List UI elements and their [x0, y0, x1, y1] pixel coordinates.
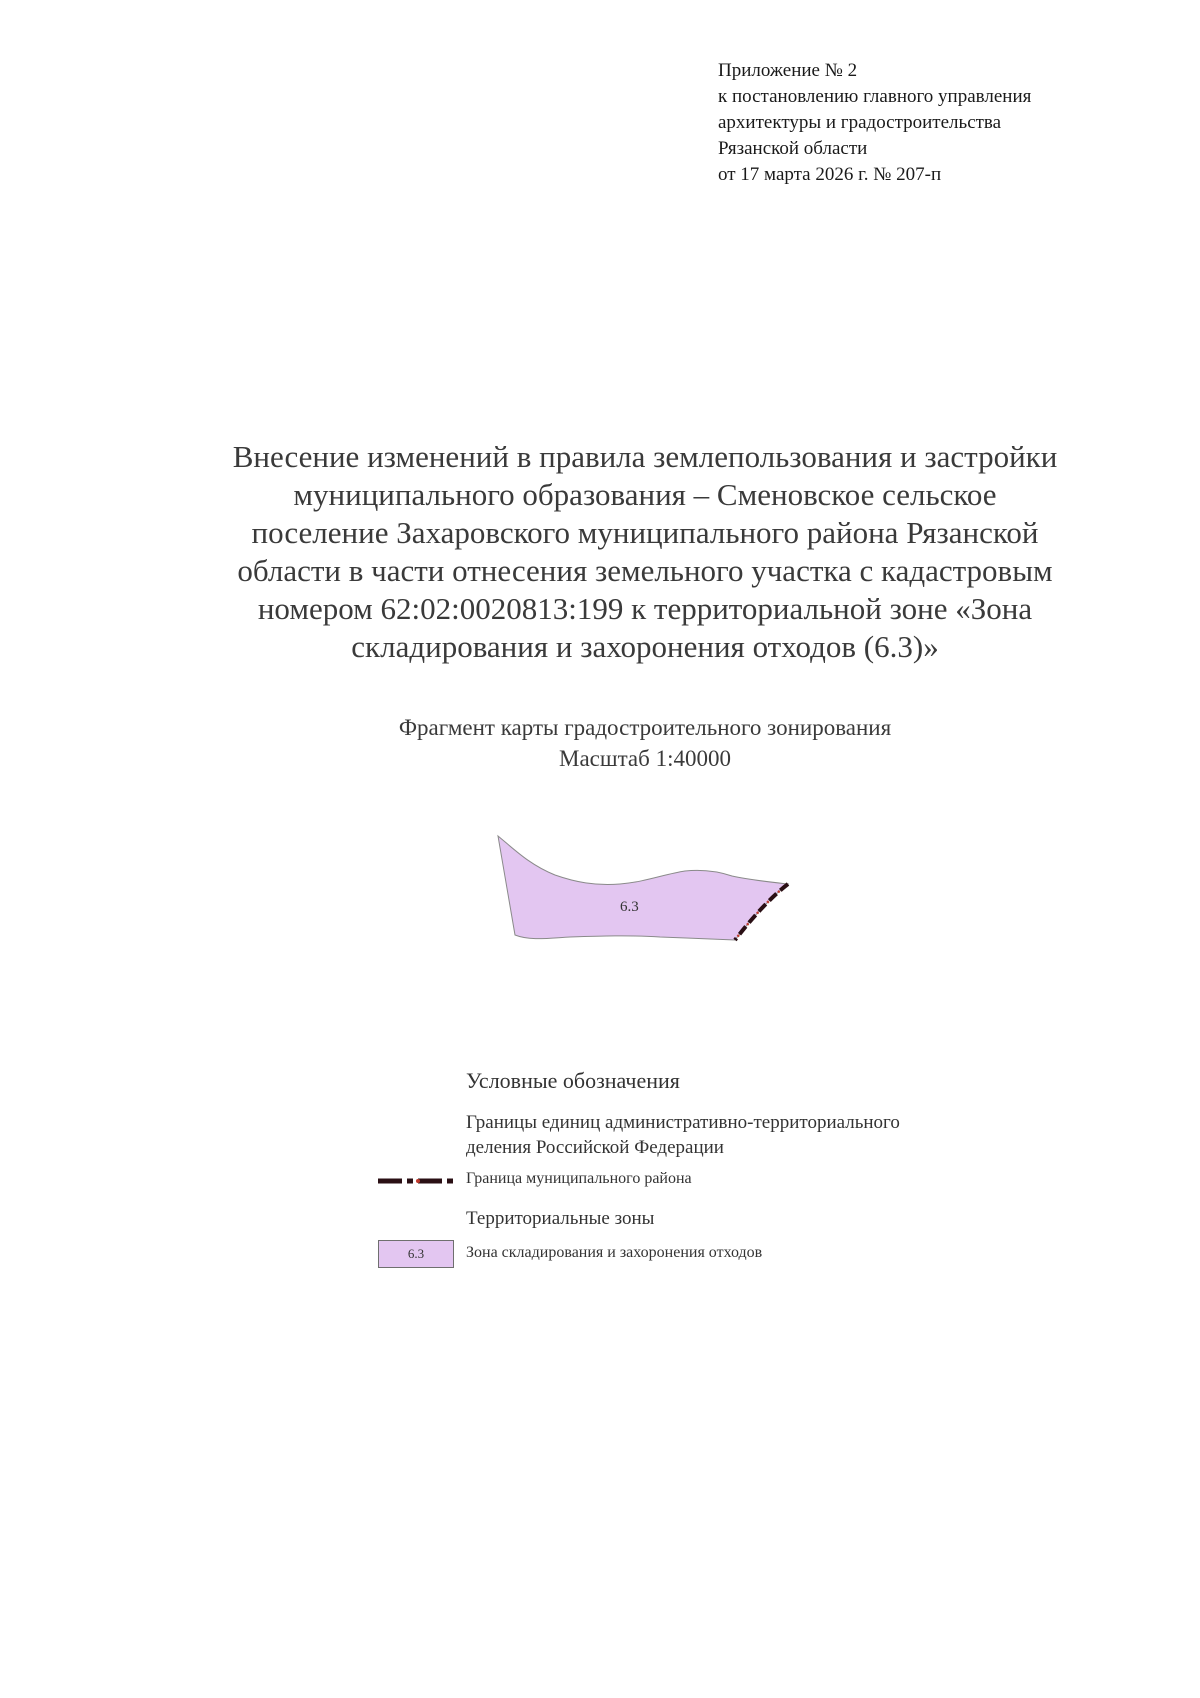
- title-line: муниципального образования – Сменовское сельское: [293, 477, 997, 512]
- zone-6-3-polygon: [498, 836, 788, 940]
- title-line: номером 62:02:0020813:199 к территориальной зоне «Зона: [257, 591, 1033, 626]
- appendix-line-number: Приложение № 2: [718, 60, 858, 81]
- appendix-header: [718, 58, 1031, 188]
- appendix-line-date: от 17 марта 2026 г. № 207-п: [718, 164, 942, 185]
- title-line: Внесение изменений в правила землепользования и застройки: [232, 439, 1058, 474]
- legend-admin-boundaries-heading: [466, 1110, 900, 1160]
- zone-code-label: 6.3: [620, 899, 639, 915]
- appendix-line-region: Рязанской области: [718, 138, 868, 159]
- document-title: [150, 438, 1140, 666]
- appendix-line-decree: к постановлению главного управления: [718, 86, 1032, 107]
- title-line: поселение Захаровского муниципального района Рязанской: [251, 515, 1039, 550]
- zoning-map-fragment: [470, 820, 830, 980]
- appendix-line-department: архитектуры и градостроительства: [718, 112, 1002, 133]
- legend-admin-line2: деления Российской Федерации: [466, 1137, 724, 1158]
- map-legend: [370, 1068, 1070, 1288]
- title-line: складирования и захоронения отходов (6.3)»: [351, 629, 939, 664]
- map-subtitle: [150, 712, 1140, 774]
- legend-district-boundary-label: Граница муниципального района: [466, 1170, 692, 1187]
- title-line: области в части отнесения земельного участка с кадастровым: [237, 553, 1053, 588]
- legend-title: Условные обозначения: [466, 1068, 680, 1093]
- map-fragment-caption: Фрагмент карты градостроительного зонирования: [398, 715, 892, 740]
- legend-zone-label: Зона складирования и захоронения отходов: [466, 1244, 763, 1261]
- map-scale: Масштаб 1:40000: [559, 746, 731, 771]
- legend-admin-line1: Границы единиц административно-территориального: [466, 1112, 900, 1133]
- district-boundary-symbol: [378, 1174, 458, 1188]
- legend-zones-heading: Территориальные зоны: [466, 1208, 655, 1229]
- legend-zone-swatch: 6.3: [378, 1240, 454, 1268]
